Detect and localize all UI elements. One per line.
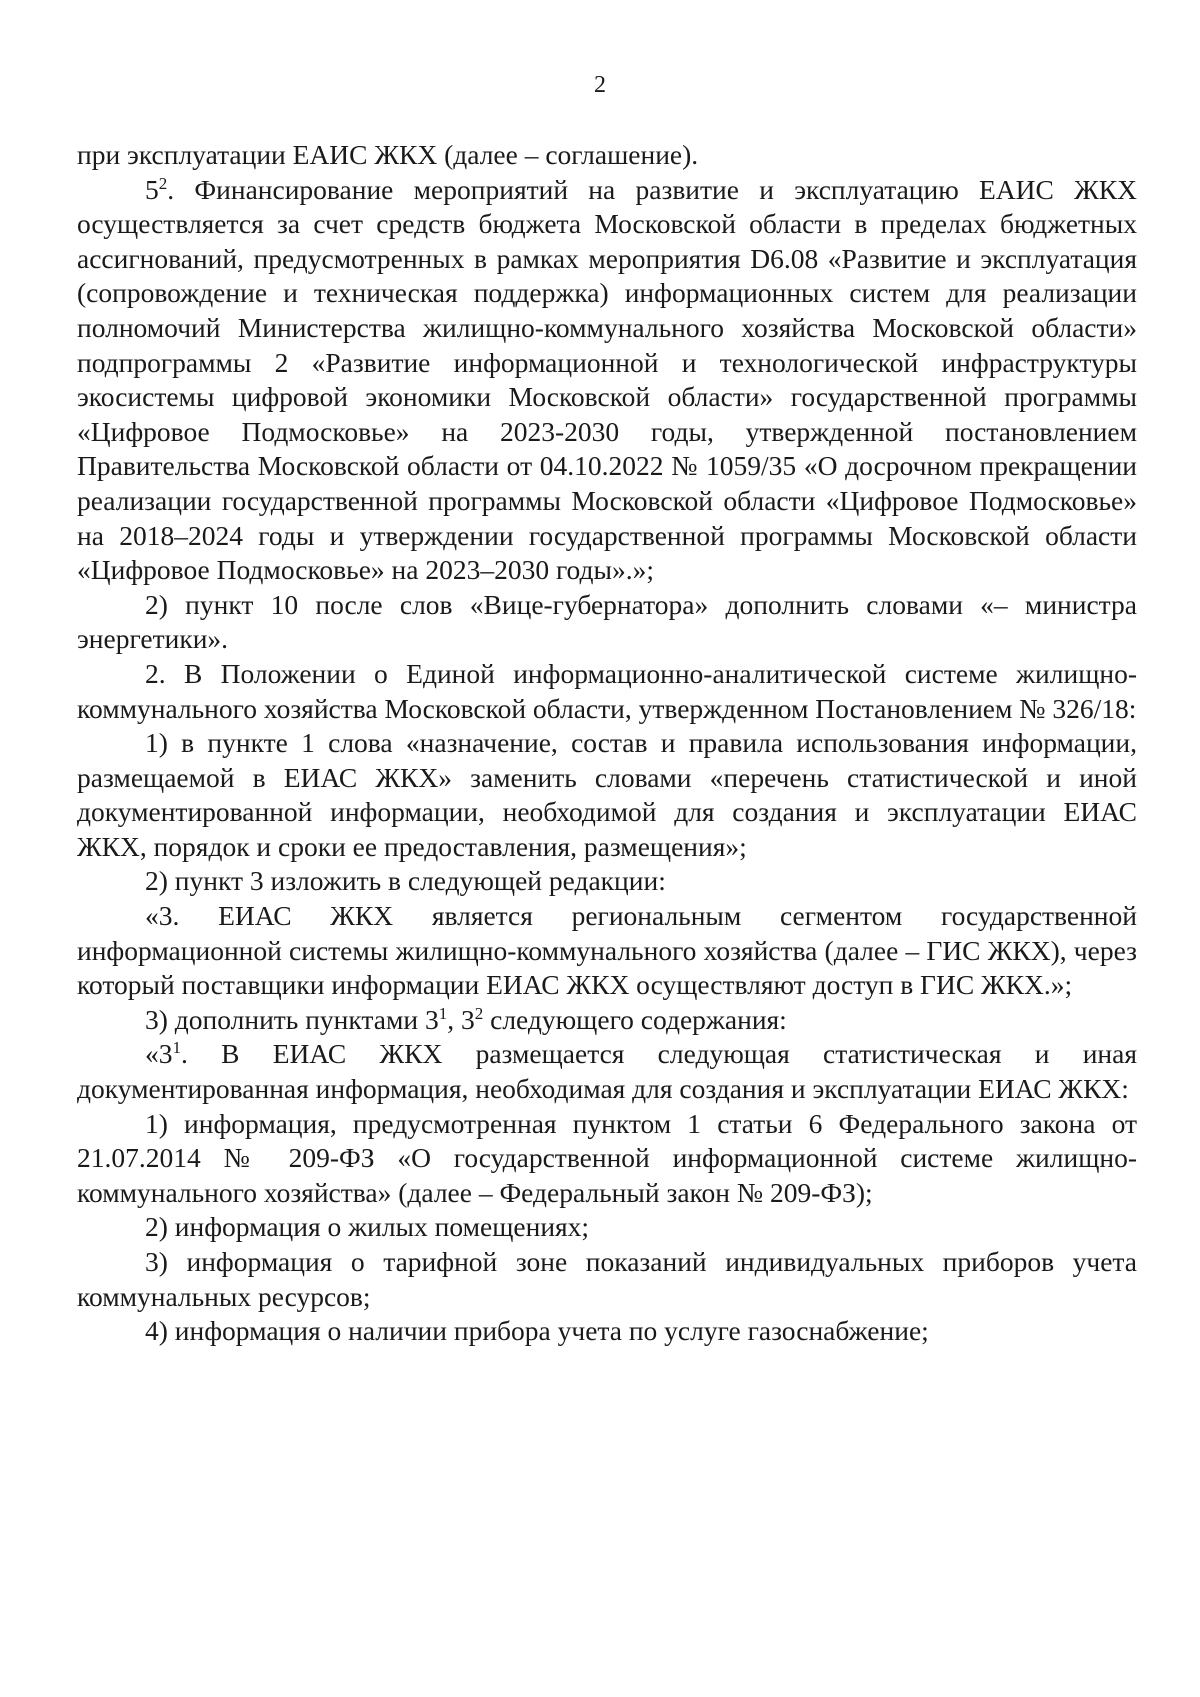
paragraph-text: 1) информация, предусмотренная пунктом 1 статьи 6 Федерального закона от 21.07.2014 № 209-ФЗ «О государственной информационной системе жилищно-коммунального хозяйства» (далее – Федеральный закон № 209-ФЗ);	[77, 1107, 1137, 1208]
paragraph-text: 2) информация о жилых помещениях;	[145, 1211, 590, 1243]
document-body	[77, 138, 1137, 1349]
paragraph	[77, 1107, 1137, 1211]
paragraph-text: 2. В Положении о Единой информационно-аналитической системе жилищно-коммунального хозяйства Московской области, утвержденном Постановлением № 326/18:	[77, 657, 1137, 724]
paragraph-text: 4) информация о наличии прибора учета по услуге газоснабжение;	[145, 1315, 929, 1347]
paragraph	[77, 138, 1137, 173]
paragraph	[77, 1210, 1137, 1245]
paragraph	[77, 864, 1137, 899]
superscript: 2	[474, 1003, 484, 1023]
paragraph-text: 2) пункт 10 после слов «Вице-губернатора» дополнить словами «– министра энергетики».	[77, 588, 1137, 655]
paragraph-text: , 3	[447, 1003, 475, 1035]
paragraph-text: 5	[145, 173, 159, 205]
paragraph	[77, 1245, 1137, 1314]
paragraph-text: 1) в пункте 1 слова «назначение, состав и правила использования информации, размещаемой в ЕИАС ЖКХ» заменить словами «перечень статистической и иной документированной информации, необходимой для создания и эксплуатации ЕИАС ЖКХ, порядок и сроки ее предоставления, размещения»;	[77, 727, 1137, 862]
paragraph	[77, 588, 1137, 657]
paragraph-text: «3	[145, 1038, 173, 1070]
superscript: 2	[158, 173, 168, 193]
paragraph-text: . В ЕИАС ЖКХ размещается следующая статистическая и иная документированная информация, необходимая для создания и эксплуатации ЕИАС ЖКХ:	[77, 1038, 1137, 1105]
superscript: 1	[438, 1003, 448, 1023]
paragraph	[77, 1037, 1137, 1106]
paragraph-text: . Финансирование мероприятий на развитие и эксплуатацию ЕАИС ЖКХ осуществляется за счет средств бюджета Московской области в пределах бюджетных ассигнований, предусмотренных в рамках мероприятия D6.08 «Развитие и эксплуатация (сопровождение и техническая поддержка) информационных систем для реализации полномочий Министерства жилищно-коммунального хозяйства Московской области» подпрограммы 2 «Развитие информационной и технологической инфраструктуры экосистемы цифровой экономики Московской области» государственной программы «Цифровое Подмосковье» на 2023-2030 годы, утвержденной постановлением Правительства Московской области от 04.10.2022 № 1059/35 «О досрочном прекращении реализации государственной программы Московской области «Цифровое Подмосковье» на 2018–2024 годы и утверждении государственной программы Московской области «Цифровое Подмосковье» на 2023–2030 годы».»;	[77, 173, 1137, 586]
paragraph-text: 3) информация о тарифной зоне показаний индивидуальных приборов учета коммунальных ресурсов;	[77, 1246, 1137, 1312]
paragraph	[77, 657, 1137, 726]
paragraph	[77, 899, 1137, 1003]
paragraph-text: 2) пункт 3 изложить в следующей редакции:	[145, 865, 666, 897]
page-number: 2	[594, 72, 606, 98]
paragraph	[77, 173, 1137, 588]
paragraph-text: «3. ЕИАС ЖКХ является региональным сегментом государственной информационной системы жилищно-коммунального хозяйства (далее – ГИС ЖКХ), через который поставщики информации ЕИАС ЖКХ осуществляют доступ в ГИС ЖКХ.»;	[77, 900, 1137, 1001]
paragraph	[77, 1314, 1137, 1349]
paragraph-text: при эксплуатации ЕАИС ЖКХ (далее – соглашение).	[77, 139, 699, 170]
paragraph-text: 3) дополнить пунктами 3	[145, 1003, 439, 1035]
superscript: 1	[172, 1038, 182, 1058]
paragraph	[77, 726, 1137, 864]
paragraph	[77, 1003, 1137, 1038]
paragraph-text: следующего содержания:	[483, 1003, 787, 1035]
